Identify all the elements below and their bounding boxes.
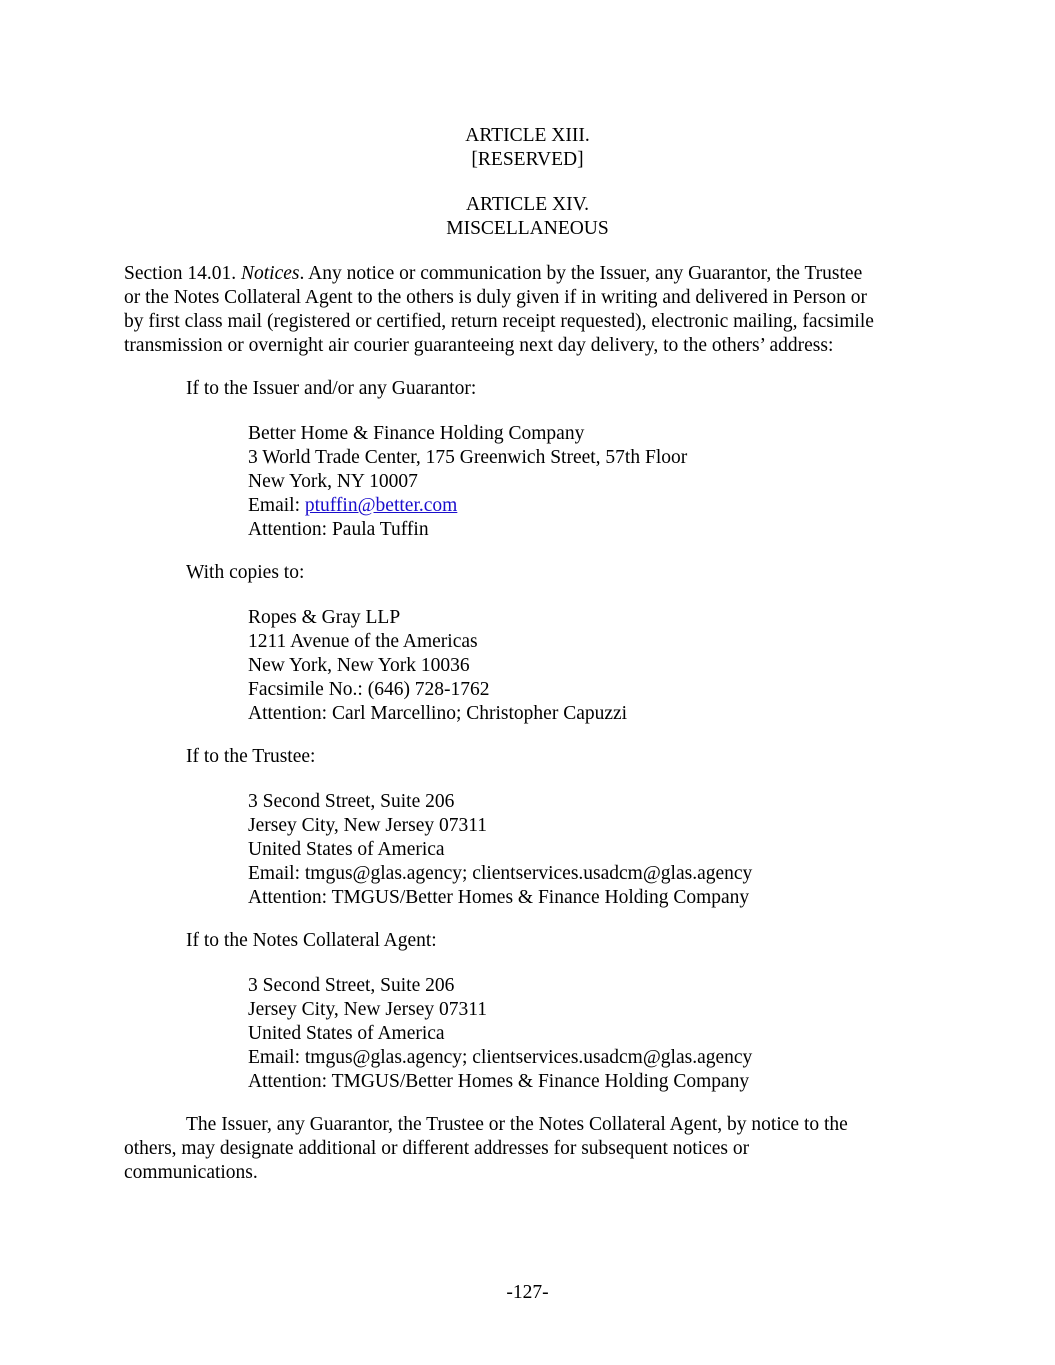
trustee-attention: Attention: TMGUS/Better Homes & Finance Holding Company bbox=[248, 887, 750, 908]
collateral-agent-city: Jersey City, New Jersey 07311 bbox=[248, 999, 488, 1020]
issuer-email-line bbox=[248, 494, 687, 518]
collateral-agent-email: Email: tmgus@glas.agency; clientservices.usadcm@glas.agency bbox=[248, 1047, 753, 1068]
issuer-attention: Attention: Paula Tuffin bbox=[248, 519, 429, 540]
section-line-3: by first class mail (registered or certified, return receipt requested), electronic mailing, facsimile bbox=[124, 311, 874, 332]
article-xiii-subheading: [RESERVED] bbox=[471, 149, 584, 170]
collateral-agent-street: 3 Second Street, Suite 206 bbox=[248, 975, 455, 996]
issuer-street: 3 World Trade Center, 175 Greenwich Street, 57th Floor bbox=[248, 447, 688, 468]
copies-attention: Attention: Carl Marcellino; Christopher Capuzzi bbox=[248, 703, 628, 724]
trustee-street: 3 Second Street, Suite 206 bbox=[248, 791, 455, 812]
copies-city: New York, New York 10036 bbox=[248, 655, 470, 676]
article-xiv-heading: ARTICLE XIV. bbox=[465, 194, 590, 215]
issuer-email-label: Email: bbox=[248, 495, 305, 516]
collateral-agent-address-block bbox=[248, 974, 752, 1094]
collateral-agent-intro: If to the Notes Collateral Agent: bbox=[186, 930, 437, 951]
issuer-city: New York, NY 10007 bbox=[248, 471, 418, 492]
copies-intro: With copies to: bbox=[186, 562, 305, 583]
article-xiii-heading: ARTICLE XIII. bbox=[465, 125, 590, 146]
trustee-email: Email: tmgus@glas.agency; clientservices.usadcm@glas.agency bbox=[248, 863, 753, 884]
closing-paragraph bbox=[124, 1113, 934, 1185]
section-line-2: or the Notes Collateral Agent to the others is duly given if in writing and delivered in Person or bbox=[124, 287, 868, 308]
closing-line-2: others, may designate additional or different addresses for subsequent notices or bbox=[124, 1138, 750, 1159]
issuer-address-block bbox=[248, 422, 687, 542]
copies-fax: Facsimile No.: (646) 728-1762 bbox=[248, 679, 490, 700]
trustee-city: Jersey City, New Jersey 07311 bbox=[248, 815, 488, 836]
section-14-01-paragraph bbox=[124, 262, 934, 358]
section-title: Notices bbox=[241, 263, 300, 284]
collateral-agent-country: United States of America bbox=[248, 1023, 445, 1044]
section-line-1: . Any notice or communication by the Issuer, any Guarantor, the Trustee bbox=[299, 263, 863, 284]
section-number: Section 14.01. bbox=[124, 263, 237, 284]
section-line-4: transmission or overnight air courier guaranteeing next day delivery, to the others’ address: bbox=[124, 335, 834, 356]
trustee-address-block bbox=[248, 790, 752, 910]
issuer-intro: If to the Issuer and/or any Guarantor: bbox=[186, 378, 477, 399]
closing-line-3: communications. bbox=[124, 1162, 258, 1183]
copies-street: 1211 Avenue of the Americas bbox=[248, 631, 478, 652]
closing-line-1: The Issuer, any Guarantor, the Trustee or the Notes Collateral Agent, by notice to the bbox=[186, 1114, 848, 1135]
issuer-email-link[interactable]: ptuffin@better.com bbox=[304, 495, 458, 516]
copies-name: Ropes & Gray LLP bbox=[248, 607, 401, 628]
page-number: -127- bbox=[506, 1282, 549, 1303]
article-xiv-subheading: MISCELLANEOUS bbox=[446, 218, 609, 239]
copies-address-block bbox=[248, 606, 627, 726]
trustee-intro: If to the Trustee: bbox=[186, 746, 316, 767]
issuer-name: Better Home & Finance Holding Company bbox=[248, 423, 585, 444]
collateral-agent-attention: Attention: TMGUS/Better Homes & Finance Holding Company bbox=[248, 1071, 750, 1092]
trustee-country: United States of America bbox=[248, 839, 445, 860]
